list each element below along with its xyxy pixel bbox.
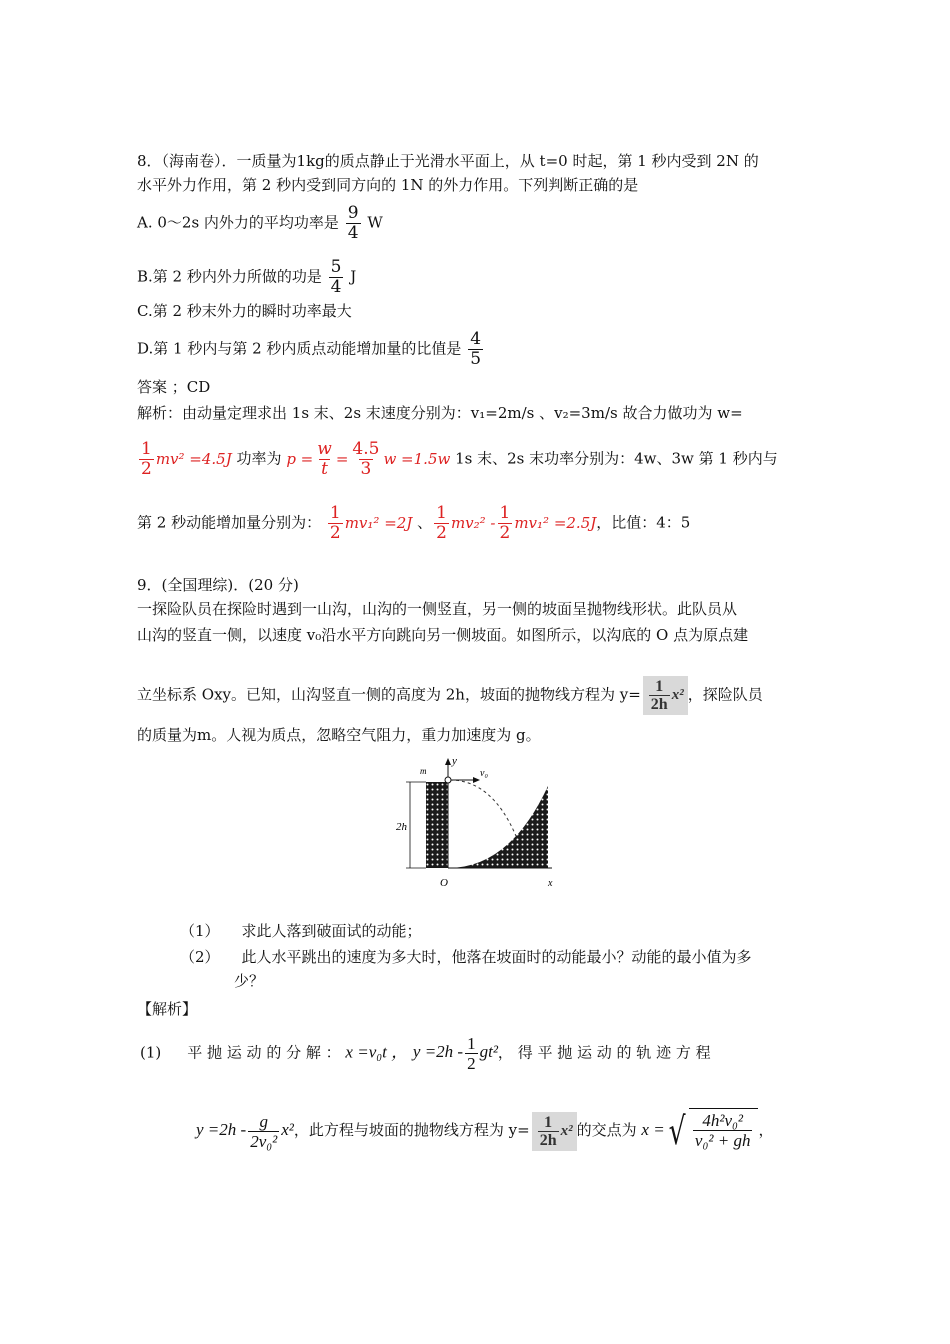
- option-b-text: B.第 2 秒内外力所做的功是: [137, 267, 322, 286]
- q8-analysis-line1: 解析：由动量定理求出 1s 末、2s 末速度分别为：v₁=2m/s 、v₂=3m/s 故合力做功为 w=: [137, 404, 743, 422]
- q8-analysis-line2: [137, 440, 778, 479]
- trajectory-eq: y =2h - $\frac{g}{\text{2v₀²}}$ x²: [196, 1111, 294, 1151]
- option-a-unit: W: [367, 213, 383, 232]
- option-b-fraction: $\frac{5}{4}$: [330, 257, 342, 297]
- cliff-block: [426, 782, 448, 868]
- para3-prefix: 立坐标系 Oxy。已知，山沟竖直一侧的高度为 2h，坡面的抛物线方程为 y=: [137, 685, 641, 704]
- sub2-number: （2）: [180, 948, 220, 966]
- analysis-tail: 1s 末、2s 末功率分别为：4w、3w 第 1 秒内与: [455, 449, 778, 468]
- label-2h: 2h: [396, 821, 407, 833]
- ratio-text: ，比值：4：5: [596, 513, 691, 532]
- q8-line2: 水平外力作用，第 2 秒内受到同方向的 1N 的外力作用。下列判断正确的是: [137, 176, 639, 194]
- x-intersection-label: x =: [641, 1120, 665, 1139]
- trajectory-curve: [450, 780, 516, 836]
- line3-prefix: 第 2 秒动能增加量分别为：: [137, 513, 322, 532]
- solution-mid: ，此方程与坡面的抛物线方程为 y=: [293, 1121, 530, 1139]
- parabola-formula-image: $\frac{1}{2h}$ x²: [643, 676, 688, 715]
- q9-para-line2: 山沟的竖直一侧，以速度 v₀沿水平方向跳向另一侧坡面。如图所示，以沟底的 O 点为原点建: [137, 626, 749, 644]
- option-d-text: D.第 1 秒内与第 2 秒内质点动能增加量的比值是: [137, 339, 462, 358]
- power-formula: p = $\frac{w}{t}$ = $\frac{4.5}{3}$ w =1.5w: [286, 439, 451, 479]
- option-b-unit: J: [350, 267, 357, 286]
- q9-sub1: [180, 920, 422, 942]
- option-d-fraction: $\frac{4}{5}$: [470, 329, 482, 369]
- separator: 、: [412, 513, 433, 532]
- q9-para-line4: 的质量为m。人视为质点，忽略空气阻力，重力加速度为 g。: [137, 726, 541, 744]
- q8-option-c: C.第 2 秒末外力的瞬时功率最大: [137, 302, 352, 320]
- label-m: m: [420, 766, 427, 776]
- q8-analysis-line3: [137, 504, 690, 543]
- x-eq: x =v₀t ，: [345, 1042, 409, 1062]
- v0-arrow-icon: [473, 777, 480, 783]
- jumper-point: [445, 777, 451, 783]
- q9-title: 9．(全国理综)．(20 分): [137, 576, 299, 594]
- parabola-formula-image-2: $\frac{1}{2h}$ x²: [532, 1112, 577, 1151]
- slope-region: [448, 786, 548, 868]
- para3-suffix: ，探险队员: [687, 685, 763, 704]
- q8-option-d: [137, 330, 485, 369]
- work-formula: $\frac{1}{2}$ mv² =4.5J: [141, 439, 232, 479]
- label-x: x: [548, 878, 553, 889]
- q8-answer: 答案 ；CD: [137, 378, 211, 396]
- sub2-text: 此人水平跳出的速度为多大时，他落在坡面时的动能最小？动能的最小值为多: [241, 948, 752, 966]
- sqrt-expression: √ $\frac{\text{4h²v₀²}}{\text{v₀² + gh}}$: [665, 1108, 759, 1154]
- solution-number: (1): [140, 1043, 162, 1062]
- q9-sub2-cont: 少？: [234, 972, 265, 990]
- option-a-fraction: $\frac{9}{4}$: [347, 203, 359, 243]
- sub1-text: 求此人落到破面试的动能；: [241, 922, 422, 940]
- ke1-formula: $\frac{1}{2}$ mv₁² =2J: [329, 503, 413, 543]
- q9-para-line3: [137, 676, 763, 715]
- q8-option-b: [137, 258, 356, 297]
- q9-jiexi-heading: 【解析】: [137, 1000, 198, 1018]
- sub1-number: （1）: [180, 922, 220, 940]
- power-label: 功率为: [236, 449, 287, 468]
- q8-line1: 8．（海南卷）．一质量为1kg的质点静止于光滑水平面上，从 t=0 时起，第 1 秒内受到 2N 的: [137, 152, 759, 170]
- canyon-diagram: [380, 752, 570, 892]
- label-y: y: [452, 755, 457, 767]
- y-axis-arrow-icon: [445, 758, 451, 765]
- solution-tail: ， 得 平 抛 运 动 的 轨 迹 方 程: [497, 1043, 711, 1062]
- q9-solution-line2: y =2h - $\frac{g}{\text{2v₀²}}$ x²，此方程与坡面的抛物线方程为 y= $\frac{1}{2h}$ x² 的交点为 x = √ $\frac{\text{4h²v₀²}}{\text{v₀² + gh}}$ ，: [196, 1109, 774, 1153]
- ke2-formula: $\frac{1}{2}$ mv₂² - $\frac{1}{2}$ mv₁² =2.5J: [436, 503, 597, 543]
- q8-option-a: [137, 204, 383, 243]
- q9-sub2: [180, 946, 752, 968]
- q9-para-line1: 一探险队员在探险时遇到一山沟，山沟的一侧竖直，另一侧的坡面呈抛物线形状。此队员从: [137, 600, 738, 618]
- solution-text: 平 抛 运 动 的 分 解 ：: [187, 1043, 341, 1062]
- label-origin: O: [440, 877, 448, 889]
- q9-solution-line1: [140, 1034, 711, 1073]
- option-a-text: A. 0～2s 内外力的平均功率是: [137, 213, 339, 232]
- y-eq: y =2h - $\frac{1}{2}$ gt²: [412, 1034, 498, 1073]
- intersection-text: 的交点为: [576, 1121, 637, 1139]
- label-v0: v₀: [480, 768, 488, 779]
